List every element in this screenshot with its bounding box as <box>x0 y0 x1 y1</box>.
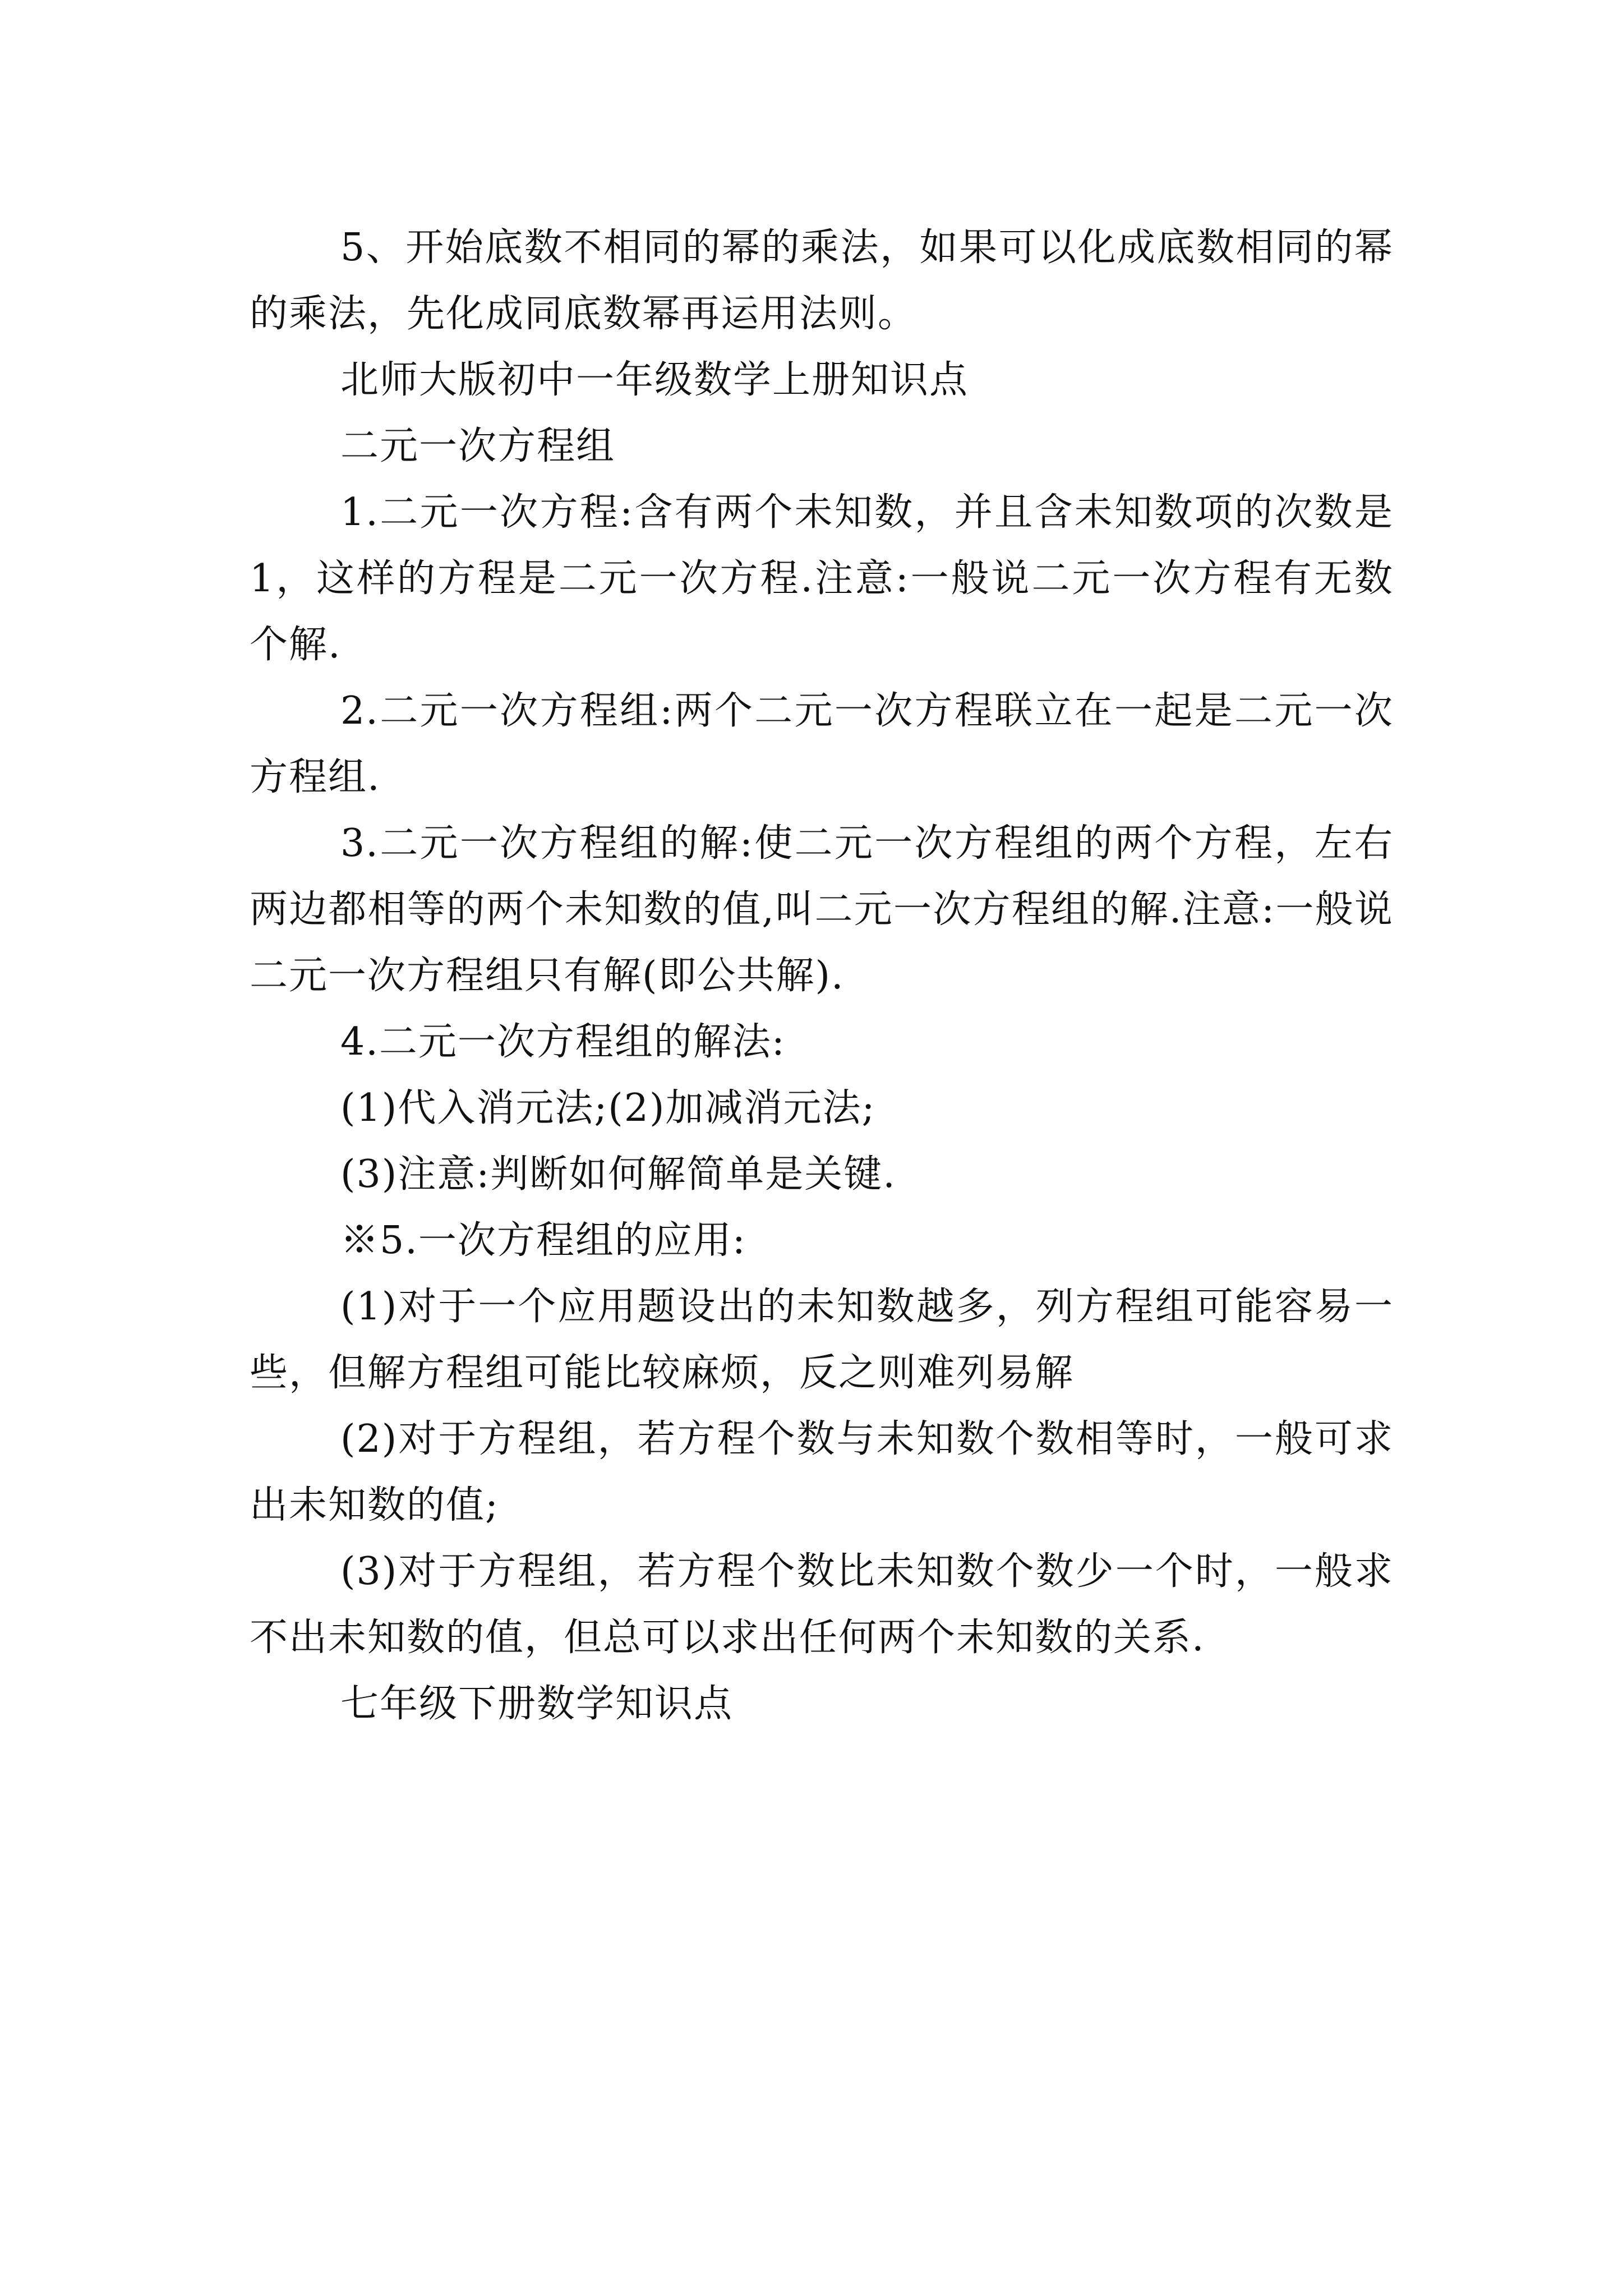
paragraph-method-list: (1)代入消元法;(2)加减消元法; <box>340 1086 876 1130</box>
paragraph-method-note: (3)注意:判断如何解简单是关键. <box>340 1152 896 1197</box>
paragraph-system-solution: 3.二元一次方程组的解:使二元一次方程组的两个方程，左右两边都相等的两个未知数的值,叫二元一次方程组的解.注意:一般说二元一次方程组只有解(即公共解). <box>250 821 1394 998</box>
heading-grade-seven-knowledge: 七年级下册数学知识点 <box>340 1682 734 1726</box>
document-body <box>250 215 1394 1737</box>
paragraph-solution-methods: 4.二元一次方程组的解法: <box>340 1020 786 1064</box>
heading-linear-system: 二元一次方程组 <box>340 424 616 468</box>
paragraph-applications-heading: ※5.一次方程组的应用: <box>340 1218 746 1263</box>
heading-grade-one-knowledge: 北师大版初中一年级数学上册知识点 <box>340 358 969 402</box>
paragraph-application-two: (2)对于方程组，若方程个数与未知数个数相等时，一般可求出未知数的值; <box>250 1417 1394 1527</box>
paragraph-definition-equation: 1.二元一次方程:含有两个未知数，并且含未知数项的次数是1，这样的方程是二元一次方程.注意:一般说二元一次方程有无数个解. <box>250 490 1394 667</box>
paragraph-application-one: (1)对于一个应用题设出的未知数越多，列方程组可能容易一些，但解方程组可能比较麻烦，反之则难列易解 <box>250 1285 1394 1395</box>
paragraph-definition-system: 2.二元一次方程组:两个二元一次方程联立在一起是二元一次方程组. <box>250 689 1394 799</box>
paragraph-application-three: (3)对于方程组，若方程个数比未知数个数少一个时，一般求不出未知数的值，但总可以求出任何两个未知数的关系. <box>250 1549 1394 1660</box>
paragraph-power-multiplication: 5、开始底数不相同的幂的乘法，如果可以化成底数相同的幂的乘法，先化成同底数幂再运用法则。 <box>250 226 1394 336</box>
